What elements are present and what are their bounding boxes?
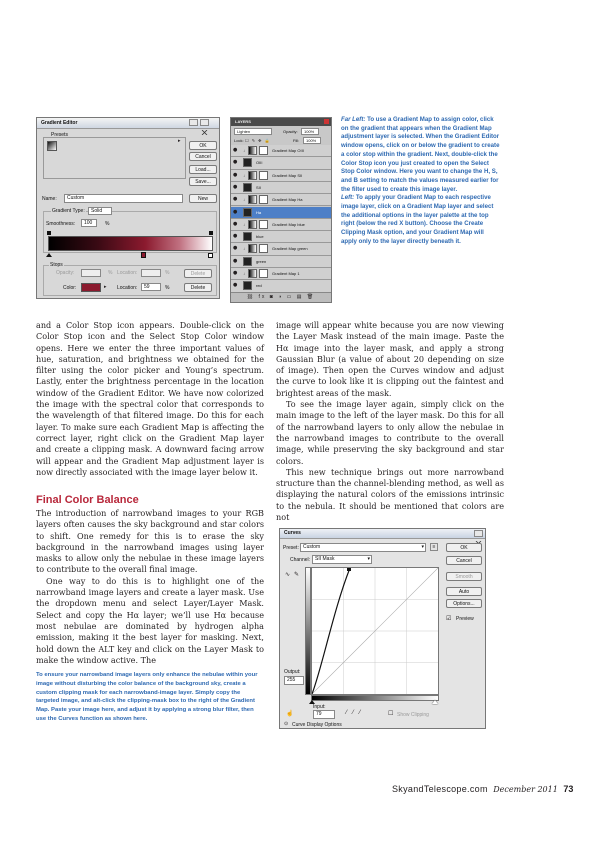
display-options-label: Curve Display Options [292,722,342,728]
layer-mask-thumbnail[interactable] [259,220,268,229]
color-location-label: Location: [117,285,138,291]
left-label: Left: [341,194,355,202]
close-icon [201,130,208,135]
layers-panel [230,117,332,303]
eye-icon[interactable]: ● [233,208,238,215]
eye-icon[interactable]: ● [233,183,238,190]
image-thumbnail[interactable] [243,183,252,192]
clipping-arrow-icon: ↓ [243,148,245,153]
adjustment-thumbnail[interactable] [248,244,257,253]
expand-arrow-icon[interactable]: ⊙ [284,721,289,727]
opacity-stop-right-icon[interactable] [209,231,213,235]
clipping-arrow-icon: ↓ [243,172,245,178]
eye-icon[interactable]: ● [233,171,238,178]
layer-name: Gradient Map Ha [272,197,303,203]
color-location-field[interactable]: 59 [141,283,161,291]
footer-issue: December 2011 [493,785,558,794]
eye-icon[interactable]: ● [233,233,238,240]
footer [392,784,574,794]
layer-mask-thumbnail[interactable] [259,146,268,155]
name-field[interactable]: Custom [64,194,183,203]
bottom-caption: To ensure your narrowband image layers only enhance the nebulae within your image without disturbing the color balance of the background sky, create a custom clipping mask for each narrowband-image layer. Simply copy the targeted image, and alt-click the clipping-mask box to the right of the Gradient Map. Paste your image here, and adjust it by applying a strong blur filter, then use the Curves function as shown here. [36,672,258,722]
gradient-type-select[interactable] [88,207,112,215]
far-left-text: To use a Gradient Map to assign color, click on the gradient that appears when the Gradient Map adjustment layer is selected. When the Gradient Editor window opens, click on or below the gradient to create a color stop within the gradient. Next, double-click the Color Stop icon you just created to open the Select Stop Color window. Here you want to change the H, S, and B setting to match the values measured earlier for the filter used to create this image layer. [341,116,500,193]
output-gradient-bar [305,567,311,695]
fill-label: Fill: [293,138,300,143]
output-label: Output: [284,669,301,675]
eye-icon[interactable]: ● [233,257,238,264]
output-field[interactable]: 255 [284,676,304,685]
gradient-bar[interactable] [48,236,213,251]
show-clipping-checkbox[interactable]: ☐ [388,711,394,717]
blend-mode-select[interactable] [234,128,272,135]
curves-window [279,528,486,729]
gradient-type-value: Solid [91,208,103,214]
layer-row[interactable] [231,194,331,206]
layers-title: LAYERS [235,119,251,124]
smoothness-percent: % [105,221,110,227]
layer-row[interactable] [231,256,331,268]
opacity-stop-left-icon[interactable] [47,231,51,235]
color-delete-button[interactable]: Delete [184,283,212,292]
input-label: Input: [313,704,326,710]
layers-footer-icons[interactable]: ⛓ fx ◙ ◑ ▭ ▤ 🗑 [231,292,331,302]
layer-name: Ha [256,209,262,215]
right-paragraph-2: To see the image layer again, simply click on the main image to the left of the layer mask. Do this for all of the narrowband layers to only allow the nebulae in the narrowband images to contribute to the overall image, while preserving the sky background and star colors. [276,399,504,466]
eye-icon[interactable]: ● [233,270,238,276]
lock-label: Lock: [234,138,244,143]
left-paragraph-2: The introduction of narrowband images to your RGB layers often causes the sky background and star colors to shift. One remedy for this is to erase the sky background in the narrowband images using layer masks to allow only the nebulae in these image layers to contribute to the overall final image. [36,508,264,575]
curves-titlebar [280,529,485,539]
name-label: Name: [42,196,57,202]
adjustment-thumbnail[interactable] [248,195,257,204]
color-stop-left-icon[interactable] [46,253,52,257]
opacity-delete-button[interactable]: Delete [184,269,212,278]
layer-name: OIII [256,160,263,166]
channel-select[interactable] [312,555,372,564]
layer-name: Gradient Map green [272,246,308,252]
smoothness-label: Smoothness: [46,221,76,227]
layer-name: Gradient Map 1 [272,271,300,276]
adjustment-thumbnail[interactable] [248,269,257,278]
minimize-button[interactable] [189,119,198,126]
layer-row[interactable] [231,268,331,280]
layer-name: SII [256,184,261,190]
page-number: 73 [563,784,574,794]
adjustment-thumbnail[interactable] [248,171,257,180]
curves-ok-button[interactable]: OK [446,543,482,552]
preview-checkbox[interactable]: ☑ [446,616,452,622]
opacity-field[interactable]: 100% [301,128,319,135]
far-left-label: Far Left: [341,116,366,123]
preset-label: Preset: [283,545,299,551]
left-paragraph-3: One way to do this is to highlight one of the narrowband image layers and create a layer mask. Use the dropdown menu and select Layer/Layer Mask. Select and copy the Hα layer; we’ll use Hα because most nebulae are dominated by hydrogen alpha emission, making it the best layer for masking. Next, hold down the ALT key and click on the Layer Mask to make the window active. The [36,575,264,665]
layer-row[interactable] [231,145,331,157]
opacity-location-label: Location: [117,270,138,276]
color-swatch-arrow-icon[interactable]: ▸ [104,284,107,290]
footer-site[interactable]: SkyandTelescope.com [392,784,488,794]
right-column [276,320,504,523]
layer-mask-thumbnail[interactable] [259,244,268,253]
presets-box [43,137,186,179]
opacity-location-percent: % [165,270,170,276]
opacity-label: Opacity: [283,129,298,134]
left-paragraph-1: and a Color Stop icon appears. Double-click on the Color Stop icon and the Select Stop Color window opens. Here we enter the three important values of hue, saturation, and brightness we obtained for the filter using the color picker and Young’s spectrum. Lastly, enter the brightness percentage in the location window of the Gradient Editor. We have now colorized the image with the spectral color that corresponds to the wavelength of that filtered image. Do this for each layer. To make sure each Gradient Map is affecting the correct layer, right click on the Gradient Map layer and create a clipping mask. A downward facing arrow will appear and the Gradient Map adjustment layer is now directly associated with the image layer below it. [36,320,264,477]
input-gradient-bar [311,695,439,701]
layer-name: Gradient Map OIII [272,148,304,153]
white-point-slider-icon[interactable] [432,700,438,704]
layers-titlebar [231,118,331,126]
eye-icon[interactable]: ● [233,147,238,153]
adjustment-thumbnail[interactable] [248,220,257,229]
color-stop-right-icon[interactable] [208,253,213,258]
image-thumbnail[interactable] [243,158,252,167]
layer-mask-thumbnail[interactable] [259,195,268,204]
curve-tool-icon[interactable]: ∿ [285,572,291,578]
gradient-type-label: Gradient Type: [52,208,85,214]
image-thumbnail[interactable] [243,208,252,217]
layers-close-icon[interactable] [324,119,329,124]
stops-label: Stops [50,262,63,268]
color-label: Color: [63,285,77,291]
left-column-lower [36,508,264,666]
show-clipping-label: Show Clipping [397,712,429,718]
channel-value: SII Mask [315,556,335,562]
curves-title: Curves [284,530,301,536]
cancel-button[interactable]: Cancel [189,152,217,161]
clipping-arrow-icon: ↓ [243,197,245,203]
layer-name: Gradient Map blue [272,221,305,227]
image-thumbnail[interactable] [243,232,252,241]
layer-mask-thumbnail[interactable] [259,171,268,180]
load-button[interactable]: Load... [189,165,217,174]
auto-button[interactable]: Auto [446,587,482,596]
color-stop-selected-icon[interactable] [141,252,146,258]
left-text: To apply your Gradient Map to each respective image layer, click on a Gradient Map layer and select the additional options in the layer palette at the top right (below the red X button). Choose the Create Clipping Mask option, and your Gradient Map will apply only to the layer directly beneath it. [341,194,494,245]
layer-mask-thumbnail[interactable] [259,269,268,278]
presets-label: Presets [51,132,68,138]
layer-row[interactable] [231,280,331,292]
close-button[interactable] [200,119,209,126]
preset-menu-icon[interactable]: ≡ [430,543,438,551]
options-button[interactable]: Options... [446,599,482,608]
preset-select[interactable] [300,543,426,552]
image-thumbnail[interactable] [243,257,252,266]
presets-menu-icon[interactable]: ▸ [178,138,181,144]
preset-swatch[interactable] [47,141,57,151]
layer-row[interactable] [231,207,331,219]
eye-icon[interactable]: ● [233,196,238,203]
ok-button[interactable]: OK [189,141,217,150]
eye-icon[interactable]: ● [233,245,238,252]
gradient-editor-window [36,117,220,299]
eye-icon[interactable]: ● [233,282,238,289]
layer-row[interactable] [231,157,331,169]
layer-name: red [256,283,262,289]
curves-cancel-button[interactable]: Cancel [446,556,482,565]
gradient-editor-title: Gradient Editor [41,120,78,126]
layer-row[interactable] [231,243,331,255]
clipping-arrow-icon: ↓ [243,221,245,227]
fill-field[interactable]: 100% [303,137,321,144]
opacity-location-field [141,269,161,277]
eye-icon[interactable]: ● [233,220,238,227]
preview-label: Preview [456,616,474,622]
hand-tool-icon[interactable]: ☝ [286,711,294,717]
layer-row[interactable] [231,231,331,243]
chevron-down-icon: ▾ [367,556,370,562]
new-button[interactable]: New [189,194,217,203]
blend-mode-value: Lighten [237,129,251,134]
lock-icons[interactable]: ☐ ✎ ✥ 🔒 [245,138,271,143]
right-paragraph-3: This new technique brings out more narrowband structure than the channel-blending method, as well as displaying the natural colors of the emissions intrinsic to the nebula. It should be mentioned that colors are not [276,466,504,523]
layer-row[interactable] [231,182,331,194]
preset-value: Custom [303,544,321,550]
channel-label: Channel: [290,557,311,563]
chevron-down-icon: ▾ [421,544,424,550]
layer-row[interactable] [231,219,331,231]
color-swatch[interactable] [81,283,101,292]
adjustment-thumbnail[interactable] [248,146,257,155]
opacity-stop-percent: % [108,270,113,276]
smoothness-field[interactable]: 100 [81,219,97,227]
clipping-arrow-icon: ↓ [243,271,245,276]
layer-list [231,145,331,293]
right-paragraph-1: image will appear white because you are now viewing the Layer Mask instead of the main image. Paste the Hα image into the layer mask, and apply a strong Gaussian Blur (a value of about 20 depending on size of image). Then open the Curves window and adjust the curve to look like it is clipping out the faintest and brightest areas of the mask. [276,320,504,398]
input-field[interactable]: 79 [313,710,335,719]
save-button[interactable]: Save... [189,177,217,186]
smooth-button[interactable]: Smooth [446,572,482,581]
layer-name: Gradient Map SII [272,172,303,178]
eyedropper-icons[interactable]: ⁄ ⁄ ⁄ [346,710,363,716]
top-caption [341,116,501,247]
curve-graph[interactable] [311,567,439,695]
clipping-arrow-icon: ↓ [243,246,245,252]
layer-row[interactable] [231,170,331,182]
layer-name: blue [256,234,264,240]
layer-name: green [256,258,267,264]
left-column [36,320,264,478]
opacity-stop-label: Opacity: [56,270,75,276]
eye-icon[interactable]: ● [233,159,238,166]
section-heading: Final Color Balance [36,494,139,506]
pencil-icon[interactable]: ✎ [294,572,300,578]
opacity-stop-field [81,269,101,277]
color-location-percent: % [165,285,170,291]
curves-close-button[interactable] [474,530,483,537]
image-thumbnail[interactable] [243,281,252,290]
